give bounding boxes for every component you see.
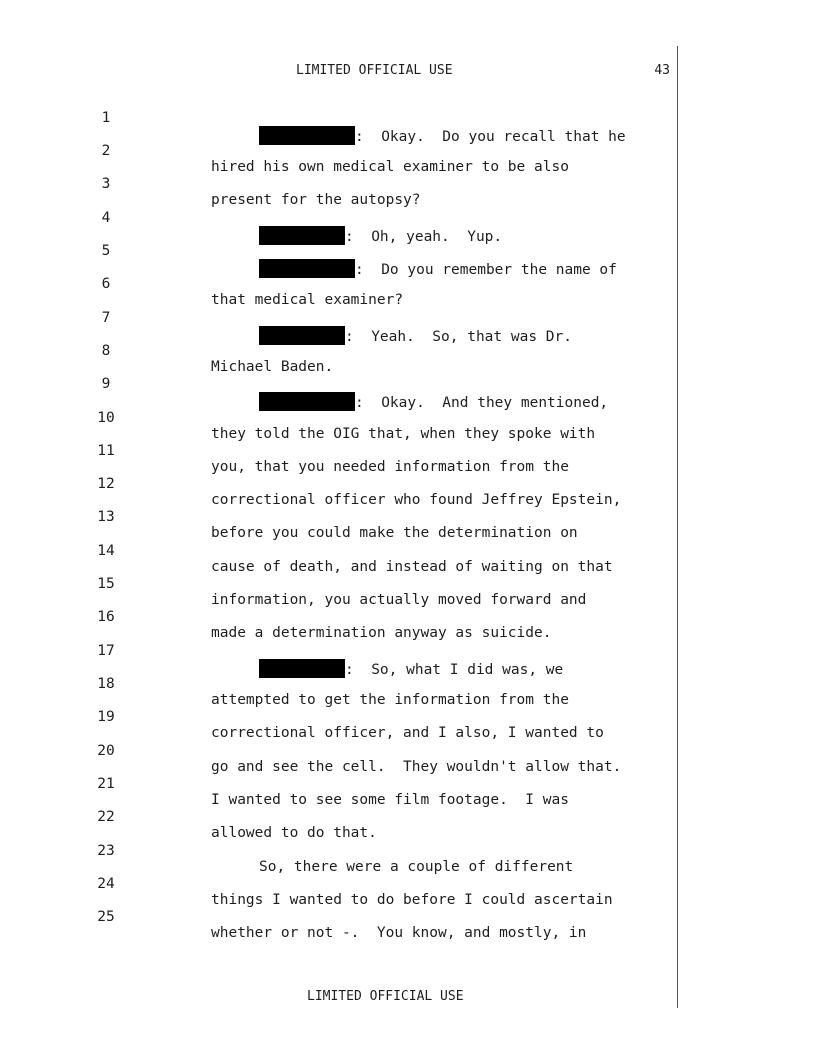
- line-number: 18: [97, 676, 115, 692]
- line-number: 13: [97, 509, 115, 525]
- transcript-line: [0, 260, 676, 308]
- line-text: things I wanted to do before I could ascertain: [211, 892, 613, 908]
- line-number: 12: [97, 476, 115, 492]
- transcript-line: [0, 394, 676, 442]
- line-number: 14: [97, 543, 115, 559]
- line-number: 25: [97, 909, 115, 925]
- page-footer: LIMITED OFFICIAL USE: [307, 989, 464, 1004]
- line-text: : Do you remember the name of: [355, 262, 617, 278]
- line-text: correctional officer who found Jeffrey Epstein,: [211, 492, 622, 508]
- line-text: whether or not -. You know, and mostly, in: [211, 925, 587, 941]
- line-text: Michael Baden.: [211, 359, 334, 375]
- line-number: 21: [97, 776, 115, 792]
- line-text: correctional officer, and I also, I wanted to: [211, 725, 604, 741]
- transcript-line: [0, 827, 676, 875]
- line-text: hired his own medical examiner to be also: [211, 159, 569, 175]
- transcript-line: [0, 460, 676, 508]
- transcript-line: [0, 227, 676, 278]
- line-text: that medical examiner?: [211, 292, 404, 308]
- transcript-line: [0, 627, 676, 678]
- line-number: 16: [97, 609, 115, 625]
- line-text: cause of death, and instead of waiting on that: [211, 559, 613, 575]
- line-number: 10: [97, 410, 115, 426]
- line-text: you, that you needed information from the: [211, 459, 569, 475]
- line-text: : Oh, yeah. Yup.: [345, 229, 503, 245]
- transcript-line: [0, 893, 676, 941]
- line-text: information, you actually moved forward and: [211, 592, 587, 608]
- line-text: present for the autopsy?: [211, 192, 421, 208]
- line-text: : Yeah. So, that was Dr.: [345, 329, 572, 345]
- line-text: before you could make the determination on: [211, 525, 578, 541]
- transcript-line: [0, 194, 676, 245]
- line-number: 19: [97, 709, 115, 725]
- transcript-line: [0, 427, 676, 475]
- line-text: attempted to get the information from the: [211, 692, 569, 708]
- transcript-line: [0, 760, 676, 808]
- transcript-line: [0, 360, 676, 411]
- line-number: 11: [97, 443, 115, 459]
- line-number: 22: [97, 809, 115, 825]
- line-text: I wanted to see some film footage. I was: [211, 792, 569, 808]
- line-text: allowed to do that.: [211, 825, 377, 841]
- transcript-line: [0, 727, 676, 775]
- transcript-line: [0, 593, 676, 641]
- transcript-line: [0, 493, 676, 541]
- line-number: 3: [101, 176, 111, 192]
- line-text: So, there were a couple of different: [259, 859, 574, 875]
- line-number: 7: [101, 310, 111, 326]
- transcript-line: [0, 560, 676, 608]
- line-text: : Okay. And they mentioned,: [355, 395, 609, 411]
- right-margin-rule: [677, 46, 678, 1008]
- line-number: 8: [101, 343, 111, 359]
- transcript-line: [0, 793, 676, 841]
- line-number: 23: [97, 843, 115, 859]
- page-number: 43: [654, 63, 670, 78]
- line-number: 9: [101, 376, 111, 392]
- line-number: 1: [101, 110, 111, 126]
- line-number: 5: [101, 243, 111, 259]
- line-text: made a determination anyway as suicide.: [211, 625, 552, 641]
- line-number: 4: [101, 210, 111, 226]
- transcript-line: [0, 160, 676, 208]
- transcript-line: [0, 294, 676, 345]
- line-number: 15: [97, 576, 115, 592]
- line-number: 24: [97, 876, 115, 892]
- transcript-line: [0, 527, 676, 575]
- transcript-line: [0, 327, 676, 375]
- line-text: : Okay. Do you recall that he: [355, 129, 626, 145]
- transcript-line: [0, 693, 676, 741]
- page-header: LIMITED OFFICIAL USE: [296, 63, 453, 78]
- transcript-line: [0, 860, 676, 908]
- line-text: go and see the cell. They wouldn't allow that.: [211, 759, 622, 775]
- line-number: 20: [97, 743, 115, 759]
- transcript-line: [0, 660, 676, 708]
- line-number: 2: [101, 143, 111, 159]
- transcript-line: [0, 94, 676, 145]
- line-number: 6: [101, 276, 111, 292]
- line-text: : So, what I did was, we: [345, 662, 564, 678]
- transcript-line: [0, 127, 676, 175]
- line-number: 17: [97, 643, 115, 659]
- line-text: they told the OIG that, when they spoke with: [211, 426, 596, 442]
